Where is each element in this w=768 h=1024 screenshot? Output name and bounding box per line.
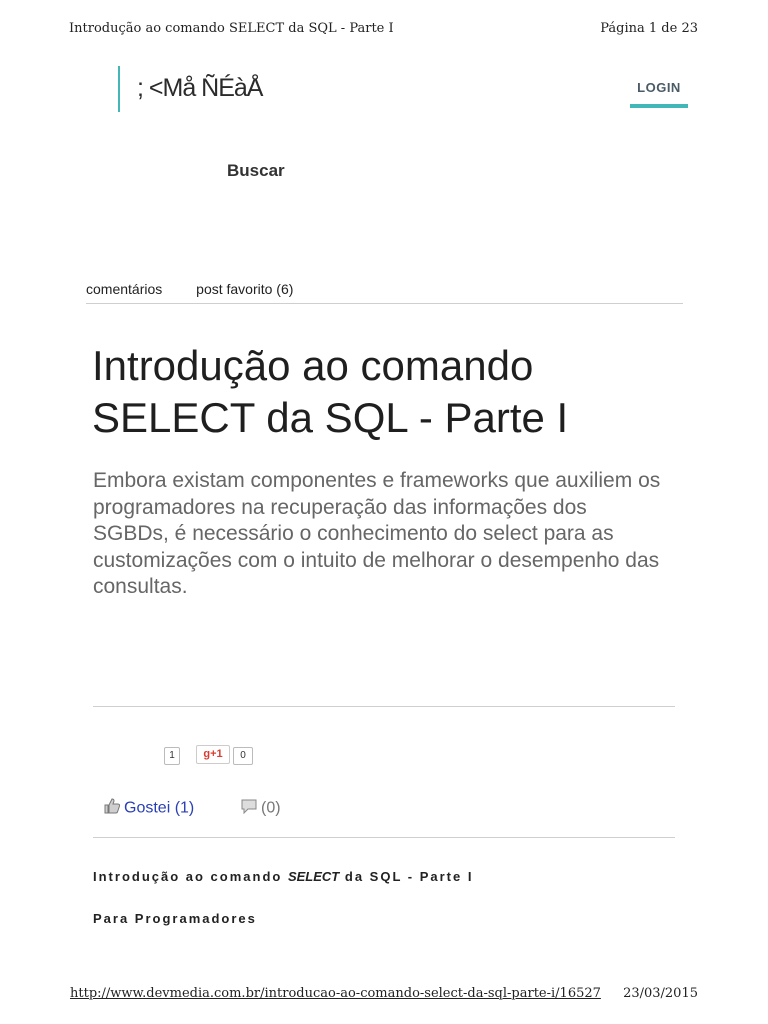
search-button[interactable]: Buscar — [227, 161, 285, 180]
gplus-label: +1 — [210, 748, 223, 760]
comments-link[interactable]: comentários — [86, 281, 163, 297]
comments-count[interactable] — [240, 798, 281, 819]
print-footer-url[interactable]: http://www.devmedia.com.br/introducao-ao-comando-select-da-sql-parte-i/16527 — [70, 986, 601, 1001]
divider — [93, 837, 675, 838]
gplus-button[interactable] — [196, 745, 230, 764]
like-button[interactable] — [103, 798, 194, 819]
gplus-count-badge: 0 — [233, 747, 253, 765]
subheading-keyword: SELECT — [287, 869, 340, 884]
thumbs-up-icon — [103, 798, 121, 819]
gplus-icon: g — [203, 748, 211, 760]
speech-bubble-icon — [240, 798, 258, 819]
site-logo[interactable]: ; <Må ÑÉàÅ — [137, 74, 263, 102]
article-subheading — [93, 869, 473, 884]
article-lead: Embora existam componentes e frameworks que auxiliem os programadores na recuperação das informações dos SGBDs, é necessário o conhecimento do select para as customizações com o intuito de melhorar o desempenho das consultas. — [93, 469, 661, 598]
article-category: Para Programadores — [93, 911, 257, 926]
brand-accent-bar — [118, 66, 120, 112]
article-meta-links — [86, 281, 323, 297]
divider — [86, 303, 683, 304]
subheading-suffix: da SQL - Parte I — [339, 869, 474, 884]
comments-count-label: (0) — [261, 799, 281, 817]
divider — [93, 706, 675, 707]
share-count-badge[interactable]: 1 — [164, 747, 180, 765]
print-header-page-number: Página 1 de 23 — [600, 21, 698, 36]
login-button[interactable]: LOGIN — [637, 80, 681, 95]
print-header-title: Introdução ao comando SELECT da SQL - Parte I — [69, 21, 394, 36]
subheading-prefix: Introdução ao comando — [93, 869, 288, 884]
print-footer-date: 23/03/2015 — [623, 986, 698, 1001]
login-underline — [630, 104, 688, 108]
like-label: Gostei (1) — [124, 799, 195, 817]
article-title: Introdução ao comando SELECT da SQL - Parte I — [92, 342, 569, 441]
favorite-link[interactable]: post favorito (6) — [196, 281, 294, 297]
